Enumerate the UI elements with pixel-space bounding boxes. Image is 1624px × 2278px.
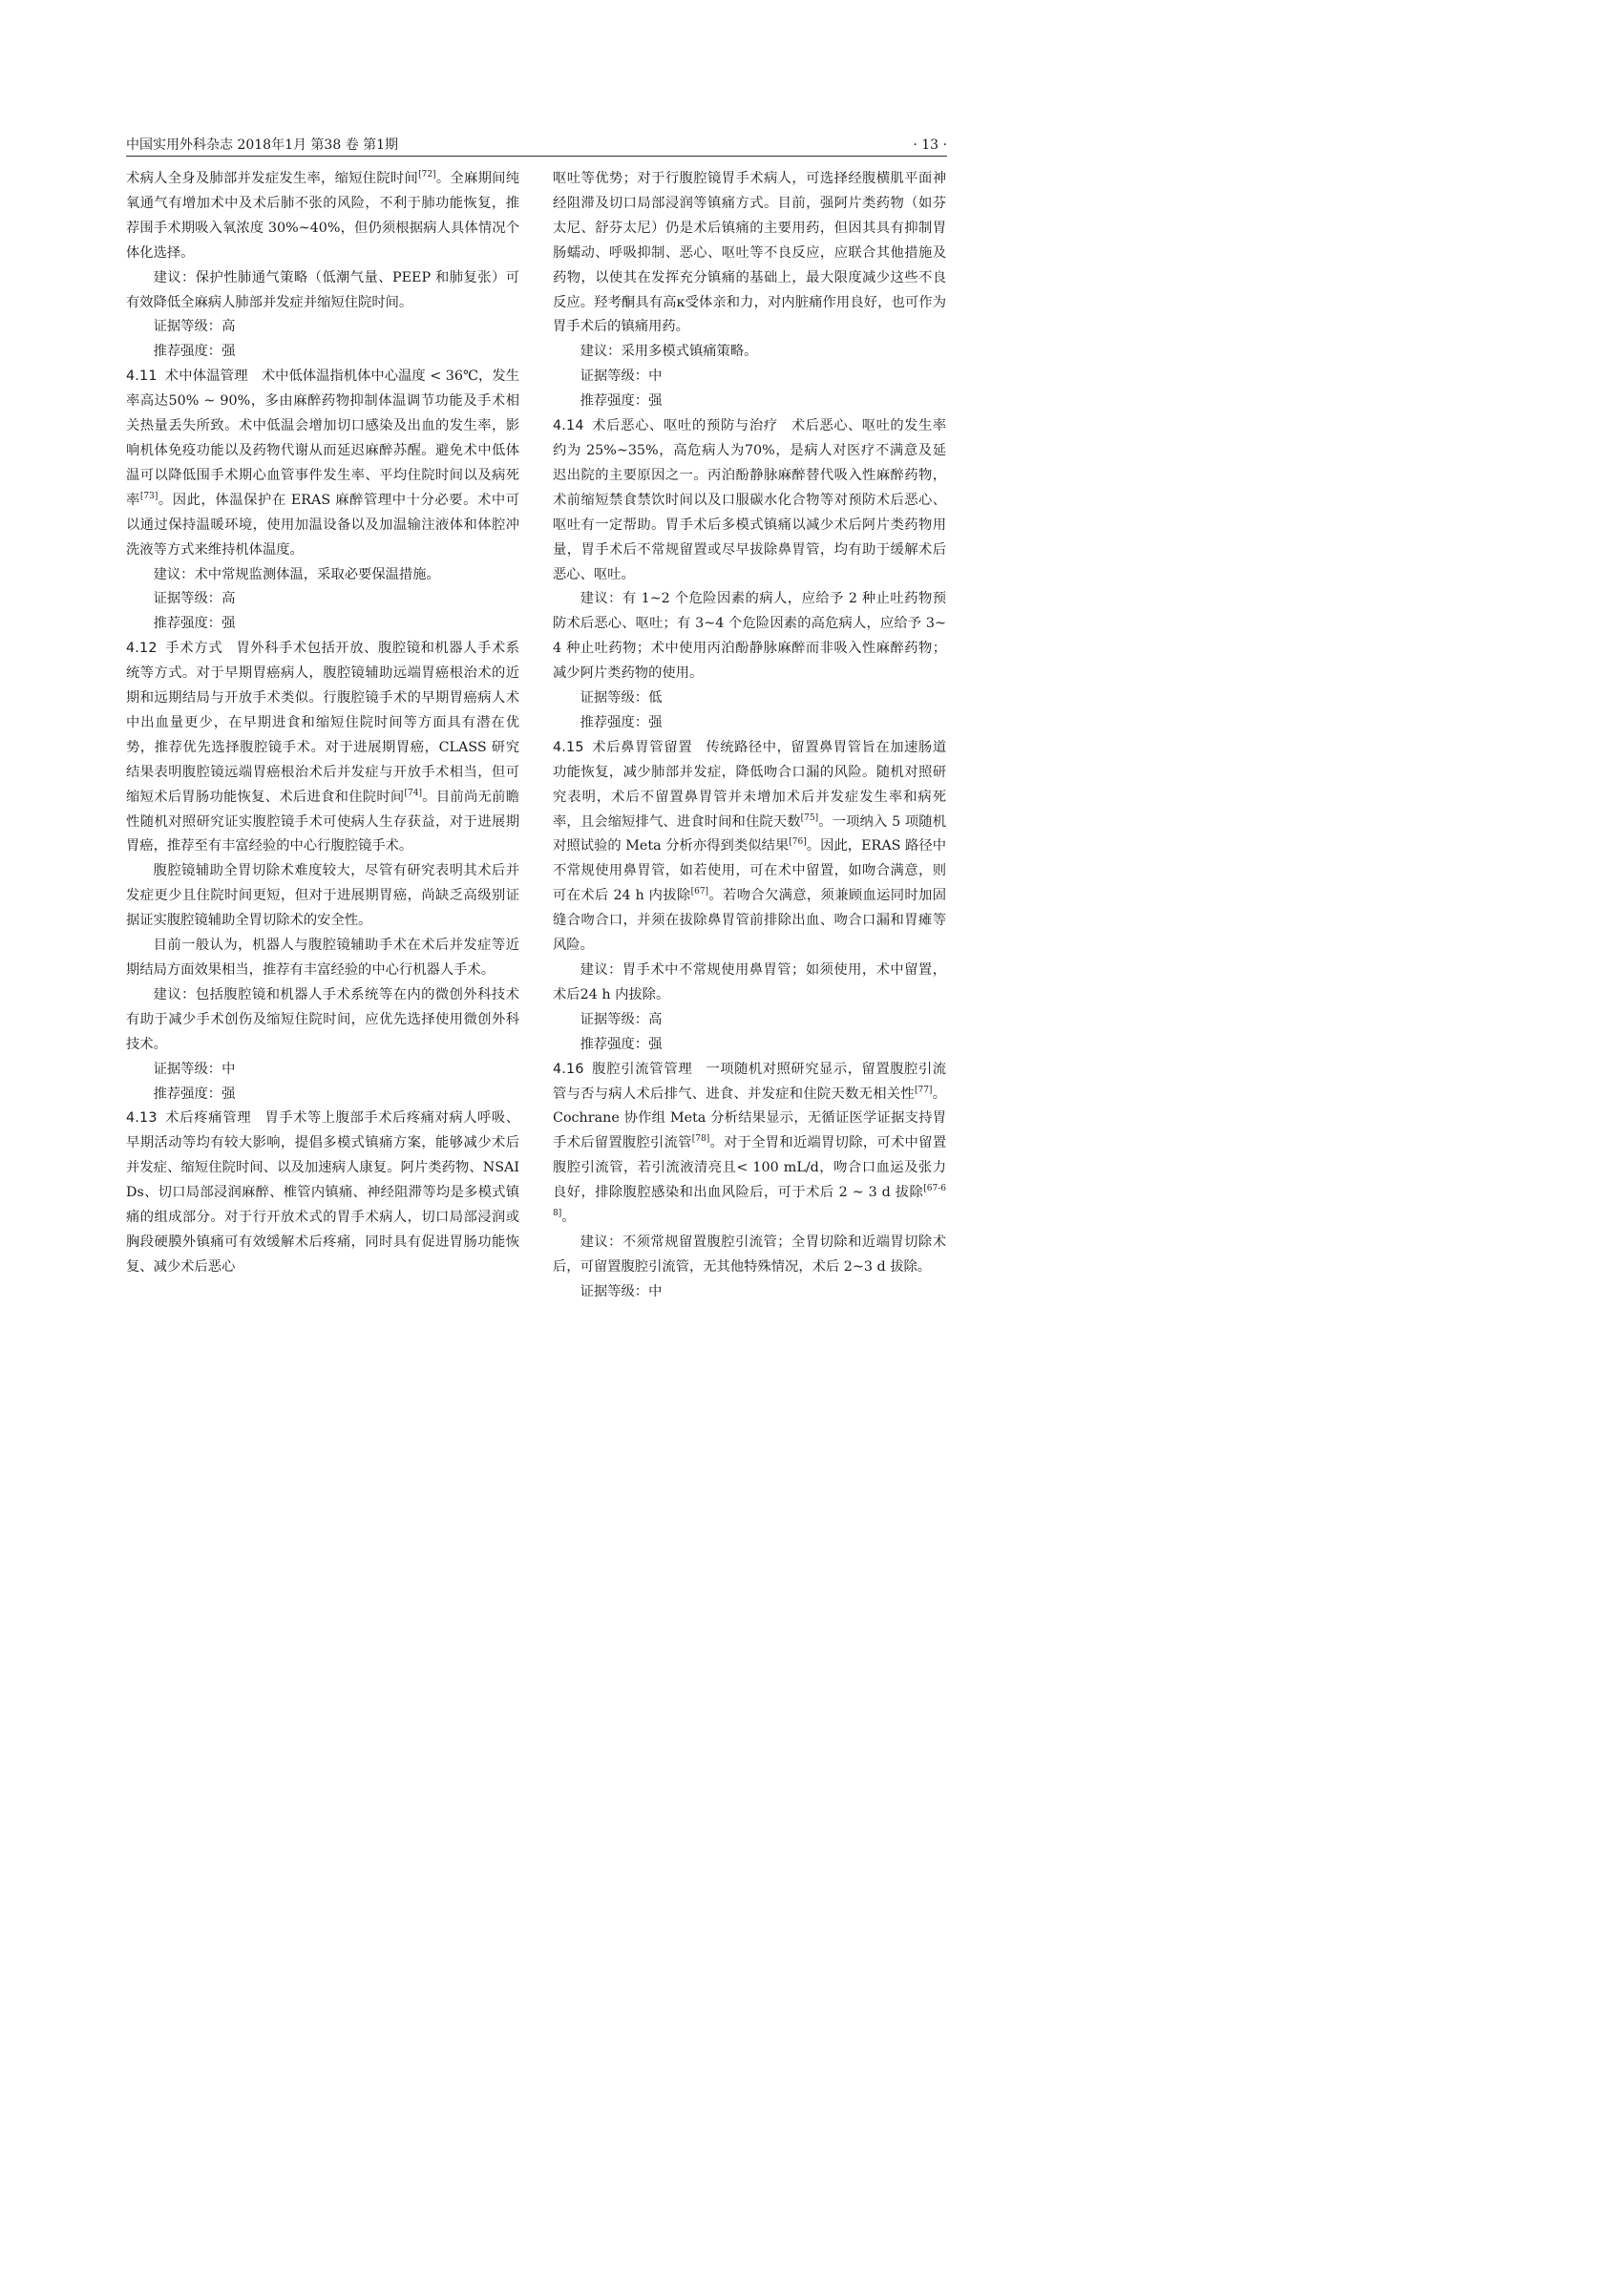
right-column — [553, 167, 946, 1305]
section-4-12: 4.12 手术方式 胃外科手术包括开放、腹腔镜和机器人手术系统等方式。对于早期胃癌病人，腹腔镜辅助远端胃癌根治术的近期和远期结局与开放手术类似。行腹腔镜手术的早期胃癌病人术中出血量更少，在早期进食和缩短住院时间等方面具有潜在优势，推荐优先选择腹腔镜手术。对于进展期胃癌，CLASS 研究结果表明腹腔镜远端胃癌根治术后并发症与开放手术相当，但可缩短术后胃肠功能恢复、术后进食和住院时间[74]。目前尚无前瞻性随机对照研究证实腹腔镜手术可使病人生存获益，对于进展期胃癌，推荐至有丰富经验的中心行腹腔镜手术。 — [126, 641, 520, 854]
recommendation-strength: 推荐强度：强 — [580, 1036, 663, 1052]
recommendation: 建议：包括腹腔镜和机器人手术系统等在内的微创外科技术有助于减少手术创伤及缩短住院时间，应优先选择使用微创外科技术。 — [126, 986, 519, 1052]
recommendation-strength: 推荐强度：强 — [580, 714, 663, 730]
recommendation-strength: 推荐强度：强 — [580, 393, 663, 410]
citation-ref[interactable]: [76] — [789, 837, 807, 848]
journal-citation: 中国实用外科杂志 2018年1月 第38 卷 第1期 — [126, 137, 399, 153]
paragraph: 腹腔镜辅助全胃切除术难度较大，尽管有研究表明其术后并发症更少且住院时间更短，但对于进展期胃癌，尚缺乏高级别证据证实腹腔镜辅助全胃切除术的安全性。 — [126, 863, 519, 929]
recommendation-strength: 推荐强度：强 — [153, 616, 236, 632]
section-4-15: 4.15 术后鼻胃管留置 传统路径中，留置鼻胃管旨在加速肠道功能恢复，减少肺部并发症，降低吻合口漏的风险。随机对照研究表明，术后不留置鼻胃管并未增加术后并发症发生率和病死率，且会缩短排气、进食时间和住院天数[75]。一项纳入 5 项随机对照试验的 Meta 分析亦得到类似结果[76]。因此，ERAS 路径中不常规使用鼻胃管，如若使用，可在术中留置，如吻合满意，则可在术后 24 h 内拔除[67]。若吻合欠满意，须兼顾血运同时加固缝合吻合口，并须在拔除鼻胃管前排除出血、吻合口漏和胃瘫等风险。 — [553, 739, 947, 954]
page-number: · 13 · — [913, 137, 947, 153]
recommendation-strength: 推荐强度：强 — [153, 344, 236, 360]
section-title: 手术方式 — [164, 641, 223, 657]
citation-ref[interactable]: [72] — [418, 170, 436, 180]
header-rule — [126, 156, 947, 157]
evidence-level: 证据等级：高 — [153, 591, 236, 607]
recommendation: 建议：胃手术中不常规使用鼻胃管；如须使用，术中留置，术后24 h 内拔除。 — [553, 962, 946, 1002]
evidence-level: 证据等级：中 — [153, 1061, 236, 1077]
recommendation-strength: 推荐强度：强 — [153, 1086, 236, 1102]
section-number: 4.14 — [553, 418, 584, 434]
citation-ref[interactable]: [67-68] — [553, 1184, 946, 1219]
section-title: 术中体温管理 — [164, 369, 248, 385]
citation-ref[interactable]: [67] — [690, 887, 709, 897]
recommendation: 建议：保护性肺通气策略（低潮气量、PEEP 和肺复张）可有效降低全麻病人肺部并发症并缩短住院时间。 — [126, 269, 519, 310]
section-number: 4.16 — [553, 1061, 584, 1077]
paragraph: 术病人全身及肺部并发症发生率，缩短住院时间[72]。全麻期间纯氧通气有增加术中及术后肺不张的风险，不利于肺功能恢复，推荐围手术期吸入氧浓度 30%~40%，但仍须根据病人具体情况个体化选择。 — [126, 170, 520, 261]
recommendation: 建议：不须常规留置腹腔引流管；全胃切除和近端胃切除术后，可留置腹腔引流管，无其他特殊情况，术后 2~3 d 拔除。 — [553, 1234, 946, 1275]
evidence-level: 证据等级：高 — [580, 1011, 663, 1027]
recommendation: 建议：术中常规监测体温，采取必要保温措施。 — [153, 566, 440, 582]
citation-ref[interactable]: [73] — [139, 492, 158, 502]
paragraph: 目前一般认为，机器人与腹腔镜辅助手术在术后并发症等近期结局方面效果相当，推荐有丰富经验的中心行机器人手术。 — [126, 938, 519, 978]
section-number: 4.15 — [553, 739, 584, 755]
section-4-14: 4.14 术后恶心、呕吐的预防与治疗 术后恶心、呕吐的发生率约为 25%~35%，高危病人为70%，是病人对医疗不满意及延迟出院的主要原因之一。丙泊酚静脉麻醉替代吸入性麻醉药物，术前缩短禁食禁饮时间以及口服碳水化合物等对预防术后恶心、呕吐有一定帮助。胃手术后多模式镇痛以减少术后阿片类药物用量，胃手术后不常规留置或尽早拔除鼻胃管，均有助于缓解术后恶心、呕吐。 — [553, 418, 946, 582]
recommendation: 建议：有 1~2 个危险因素的病人，应给予 2 种止吐药物预防术后恶心、呕吐；有 3~4 个危险因素的高危病人，应给予 3~4 种止吐药物；术中使用丙泊酚静脉麻醉而非吸入性麻醉药物；减少阿片类药物的使用。 — [553, 591, 946, 682]
section-title: 腹腔引流管管理 — [591, 1061, 693, 1077]
evidence-level: 证据等级：低 — [580, 690, 663, 707]
section-number: 4.11 — [126, 369, 158, 385]
citation-ref[interactable]: [78] — [691, 1134, 710, 1145]
citation-ref[interactable]: [77] — [914, 1085, 933, 1095]
section-title: 术后疼痛管理 — [164, 1110, 252, 1127]
section-4-16: 4.16 腹腔引流管管理 一项随机对照研究显示，留置腹腔引流管与否与病人术后排气、进食、并发症和住院天数无相关性[77]。Cochrane 协作组 Meta 分析结果显示，无循证医学证据支持胃手术后留置腹腔引流管[78]。对于全胃和近端胃切除，可术中留置腹腔引流管，若引流液清亮且< 100 mL/d，吻合口血运及张力良好，排除腹腔感染和出血风险后，可于术后 2 ~ 3 d 拔除[67-68]。 — [553, 1061, 947, 1226]
evidence-level: 证据等级：中 — [580, 1283, 663, 1299]
citation-ref[interactable]: [75] — [800, 812, 819, 823]
section-4-11: 4.11 术中体温管理 术中低体温指机体中心温度 < 36℃，发生率高达50% ~ 90%，多由麻醉药物抑制体温调节功能及手术相关热量丢失所致。术中低温会增加切口感染及出血的发生率，影响机体免疫功能以及药物代谢从而延迟麻醉苏醒。避免术中低体温可以降低围手术期心血管事件发生率、平均住院时间以及病死率[73]。因此，体温保护在 ERAS 麻醉管理中十分必要。术中可以通过保持温暖环境，使用加温设备以及加温输注液体和体腔冲洗液等方式来维持机体温度。 — [126, 369, 519, 558]
evidence-level: 证据等级：中 — [580, 369, 663, 385]
evidence-level: 证据等级：高 — [153, 319, 236, 335]
section-4-13: 4.13 术后疼痛管理 胃手术等上腹部手术后疼痛对病人呼吸、早期活动等均有较大影响，提倡多模式镇痛方案，能够减少术后并发症、缩短住院时间、以及加速病人康复。阿片类药物、NSAIDs、切口局部浸润麻醉、椎管内镇痛、神经阻滞等均是多模式镇痛的组成部分。对于行开放术式的胃手术病人，切口局部浸润或胸段硬膜外镇痛可有效缓解术后疼痛，同时具有促进胃肠功能恢复、减少术后恶心 — [126, 1110, 520, 1275]
left-column — [126, 167, 519, 1280]
citation-ref[interactable]: [74] — [404, 788, 422, 798]
section-title: 术后鼻胃管留置 — [591, 739, 693, 755]
section-title: 术后恶心、呕吐的预防与治疗 — [591, 418, 778, 434]
section-number: 4.12 — [126, 641, 158, 657]
section-number: 4.13 — [126, 1110, 158, 1127]
paragraph: 呕吐等优势；对于行腹腔镜胃手术病人，可选择经腹横肌平面神经阻滞及切口局部浸润等镇痛方式。目前，强阿片类药物（如芬太尼、舒芬太尼）仍是术后镇痛的主要用药，但因其具有抑制胃肠蠕动、呼吸抑制、恶心、呕吐等不良反应，应联合其他措施及药物，以使其在发挥充分镇痛的基础上，最大限度减少这些不良反应。羟考酮具有高κ受体亲和力，对内脏痛作用良好，也可作为胃手术后的镇痛用药。 — [553, 171, 946, 335]
recommendation: 建议：采用多模式镇痛策略。 — [580, 344, 758, 360]
